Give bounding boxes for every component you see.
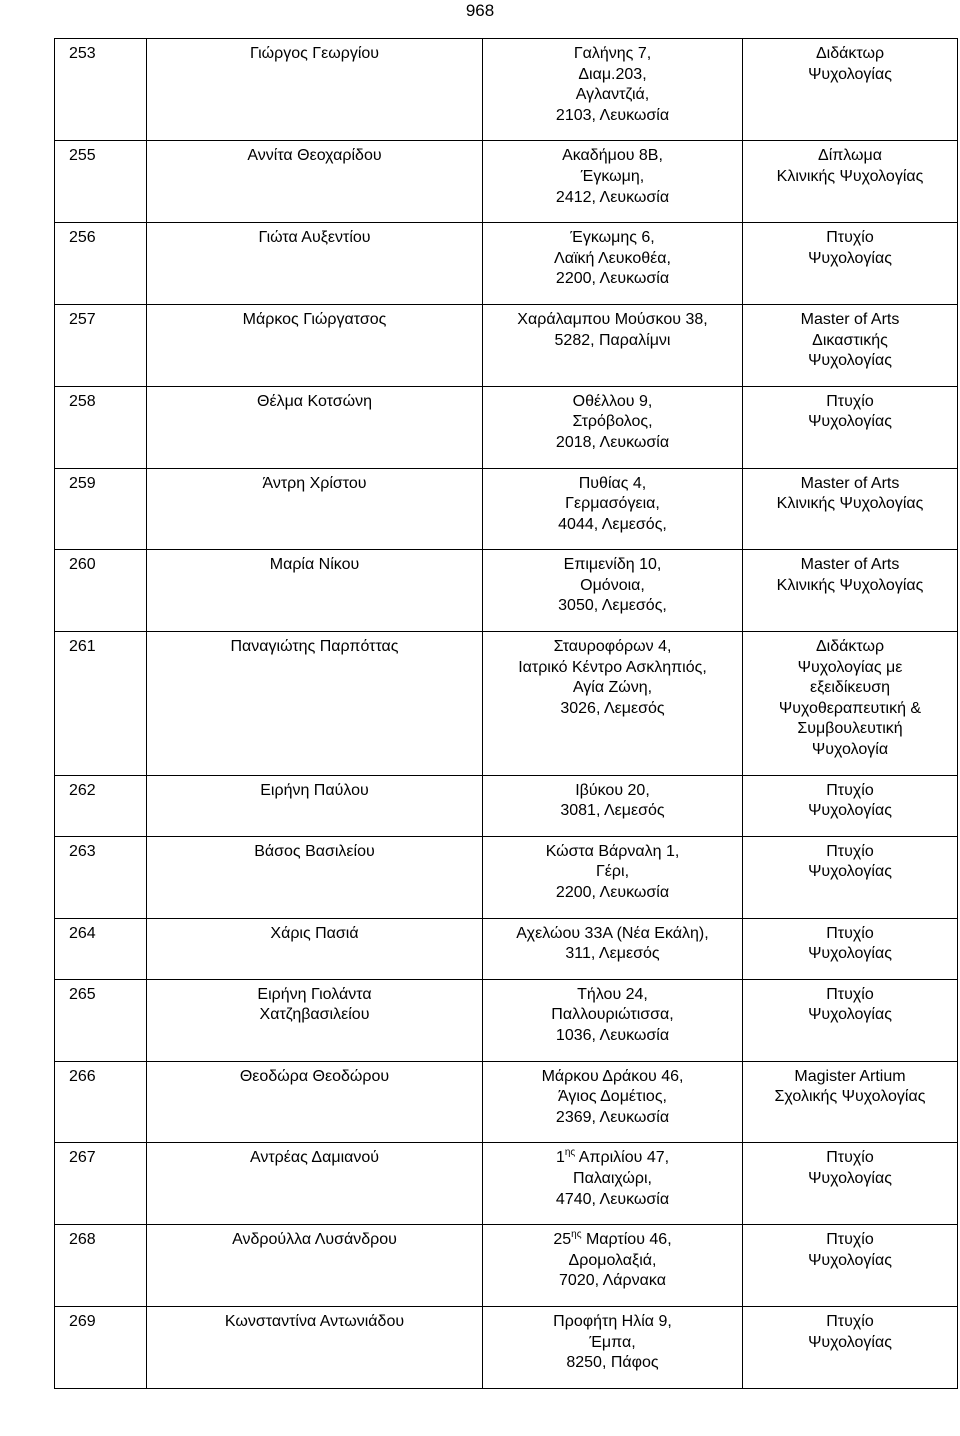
address-line: Σταυροφόρων 4, (553, 638, 672, 656)
name-cell (147, 39, 483, 141)
address-line: 3026, Λεμεσός (560, 699, 665, 717)
address-cell (483, 468, 743, 550)
qualification-line: Δικαστικής (812, 331, 888, 349)
table-row (55, 632, 958, 776)
address-line: Στρόβολος, (572, 413, 653, 431)
address-line: 3081, Λεμεσός (560, 802, 665, 820)
address-cell (483, 1306, 743, 1388)
qualification-line: Master of Arts (800, 556, 900, 574)
name-cell (147, 836, 483, 918)
address-cell (483, 386, 743, 468)
address-line: 2200, Λευκωσία (555, 270, 670, 288)
address-line: Γαλήνης 7, (573, 45, 652, 62)
registry-number: 257 (55, 304, 147, 386)
address-line: Διαμ.203, (578, 65, 647, 83)
name-line: Γιώτα Αυξεντίου (258, 229, 371, 247)
name-cell (147, 141, 483, 223)
address-line: 4740, Λευκωσία (555, 1190, 670, 1208)
address-line: 311, Λεμεσός (565, 945, 660, 963)
name-cell (147, 775, 483, 836)
address-line: Ακαδήμου 8Β, (562, 147, 663, 165)
qualification-cell (743, 918, 958, 979)
table-row (55, 304, 958, 386)
qualification-line: Ψυχολογίας (808, 249, 892, 267)
registry-number: 255 (55, 141, 147, 223)
address-cell (483, 223, 743, 305)
page-number: 968 (465, 1, 495, 20)
registry-table-body (55, 39, 958, 1389)
qualification-line: Συμβουλευτική (797, 720, 903, 738)
qualification-cell (743, 1061, 958, 1143)
qualification-line: Ψυχολογίας (808, 945, 892, 963)
address-line: Ιβύκου 20, (575, 781, 650, 799)
address-line: Αχελώου 33Α (Νέα Εκάλη), (516, 924, 709, 942)
address-cell (483, 979, 743, 1061)
address-line: 3050, Λεμεσός, (558, 597, 667, 615)
qualification-line: Πτυχίο (826, 985, 874, 1003)
address-line: Κώστα Βάρναλη 1, (545, 842, 680, 860)
qualification-line: Πτυχίο (826, 1231, 874, 1249)
address-line: Τήλου 24, (577, 985, 648, 1003)
qualification-line: Ψυχολογίας (808, 413, 892, 431)
name-cell (147, 304, 483, 386)
qualification-line: Πτυχίο (826, 1149, 874, 1167)
name-line: Κωνσταντίνα Αντωνιάδου (224, 1312, 405, 1330)
qualification-cell (743, 1225, 958, 1307)
address-line: 4044, Λεμεσός, (558, 515, 667, 533)
name-line: Θέλμα Κοτσώνη (257, 392, 372, 410)
address-line: Παλλουριώτισσα, (551, 1006, 674, 1024)
qualification-cell (743, 632, 958, 776)
address-cell (483, 836, 743, 918)
address-line: Έγκωμης 6, (570, 229, 655, 247)
ordinal-rest: Απριλίου 47, (575, 1149, 670, 1167)
registry-number: 258 (55, 386, 147, 468)
name-cell (147, 1225, 483, 1307)
registry-number: 261 (55, 632, 147, 776)
address-line: Γερμασόγεια, (565, 495, 660, 513)
name-cell (147, 223, 483, 305)
ordinal-number: 25 (553, 1231, 572, 1249)
qualification-line: Κλινικής Ψυχολογίας (776, 495, 924, 513)
name-line: Παναγιώτης Παρπόττας (230, 638, 399, 656)
table-row (55, 39, 958, 141)
registry-number: 267 (55, 1143, 147, 1225)
name-line: Άντρη Χρίστου (262, 474, 367, 492)
qualification-cell (743, 386, 958, 468)
address-line: Έγκωμη, (580, 167, 645, 185)
qualification-cell (743, 1143, 958, 1225)
name-line: Αννίτα Θεοχαρίδου (247, 147, 382, 165)
address-line: Αγία Ζώνη, (572, 679, 653, 697)
address-cell (483, 141, 743, 223)
qualification-line: Master of Arts (800, 474, 900, 492)
qualification-cell (743, 836, 958, 918)
qualification-line: Ψυχοθεραπευτική & (778, 699, 922, 717)
address-line: 2103, Λευκωσία (555, 106, 670, 124)
name-line: Χάρις Πασιά (270, 924, 359, 942)
name-cell (147, 979, 483, 1061)
address-line: 8250, Πάφος (566, 1354, 659, 1372)
table-row (55, 918, 958, 979)
address-cell (483, 1061, 743, 1143)
registry-number: 264 (55, 918, 147, 979)
ordinal-suffix: ης (564, 1147, 576, 1159)
address-cell (483, 632, 743, 776)
registry-number: 269 (55, 1306, 147, 1388)
name-line: Ειρήνη Γιολάντα (257, 985, 372, 1003)
address-line: Παλαιχώρι, (573, 1169, 652, 1187)
address-line: 7020, Λάρνακα (559, 1272, 666, 1290)
qualification-line: Πτυχίο (826, 229, 874, 247)
table-row (55, 1061, 958, 1143)
table-row (55, 141, 958, 223)
table-row (55, 836, 958, 918)
qualification-line: Πτυχίο (826, 924, 874, 942)
registry-number: 256 (55, 223, 147, 305)
qualification-line: Ψυχολογία (811, 741, 889, 759)
qualification-cell (743, 304, 958, 386)
ordinal-rest: Μαρτίου 46, (581, 1231, 672, 1249)
qualification-line: Ψυχολογίας με (797, 658, 903, 676)
address-line: Προφήτη Ηλία 9, (553, 1312, 672, 1330)
address-line: Επιμενίδη 10, (563, 556, 662, 574)
name-cell (147, 468, 483, 550)
qualification-line: Δίπλωμα (818, 147, 882, 165)
address-cell (483, 1225, 743, 1307)
table-row (55, 550, 958, 632)
qualification-line: Πτυχίο (826, 392, 874, 410)
qualification-line: Ψυχολογίας (808, 1333, 892, 1351)
name-cell (147, 918, 483, 979)
table-row (55, 468, 958, 550)
table-row (55, 1306, 958, 1388)
qualification-line: Ψυχολογίας (808, 352, 892, 370)
address-cell (483, 39, 743, 141)
address-line (487, 1148, 738, 1169)
qualification-line: Διδάκτωρ (815, 45, 885, 62)
qualification-cell (743, 39, 958, 141)
address-line: 2200, Λευκωσία (555, 884, 670, 901)
registry-number: 253 (55, 39, 147, 141)
qualification-cell (743, 775, 958, 836)
address-line: Λαϊκή Λευκοθέα, (554, 249, 671, 267)
name-cell (147, 1306, 483, 1388)
registry-number: 265 (55, 979, 147, 1061)
qualification-line: Πτυχίο (826, 1312, 874, 1330)
address-cell (483, 550, 743, 632)
ordinal-suffix: ης (571, 1229, 582, 1241)
qualification-cell (743, 223, 958, 305)
name-line: Βάσος Βασιλείου (254, 842, 375, 860)
qualification-line: Πτυχίο (826, 781, 874, 799)
address-line: Δρομολαξιά, (568, 1251, 657, 1269)
name-cell (147, 386, 483, 468)
qualification-line: Ψυχολογίας (808, 1169, 892, 1187)
name-line: Μάρκος Γιώργατσος (242, 310, 387, 328)
address-line: Αγλαντζιά, (575, 86, 650, 104)
registry-number: 260 (55, 550, 147, 632)
table-row (55, 775, 958, 836)
address-line: Ομόνοια, (580, 576, 645, 594)
address-line: Έμπα, (589, 1333, 636, 1351)
name-cell (147, 1143, 483, 1225)
address-line: 2018, Λευκωσία (555, 433, 670, 451)
qualification-line: Ψυχολογίας (808, 1006, 892, 1024)
address-line: Μάρκου Δράκου 46, (541, 1067, 684, 1085)
address-line: 5282, Παραλίμνι (554, 331, 671, 349)
registry-number: 262 (55, 775, 147, 836)
address-line: Γέρι, (595, 863, 630, 881)
qualification-line: Magister Artium (794, 1067, 906, 1085)
registry-table (54, 38, 958, 1389)
registry-number: 263 (55, 836, 147, 918)
name-cell (147, 1061, 483, 1143)
name-line: Γιώργος Γεωργίου (249, 45, 380, 62)
address-line: Ιατρικό Κέντρο Ασκληπιός, (518, 658, 707, 676)
qualification-cell (743, 979, 958, 1061)
qualification-line: Ψυχολογίας (808, 1251, 892, 1269)
ordinal-number: 1 (555, 1149, 565, 1167)
qualification-line: Σχολικής Ψυχολογίας (774, 1088, 926, 1106)
table-row (55, 979, 958, 1061)
name-line: Ειρήνη Παύλου (260, 781, 369, 799)
registry-number: 259 (55, 468, 147, 550)
qualification-line: Διδάκτωρ (815, 638, 885, 656)
qualification-line: Πτυχίο (826, 842, 874, 860)
registry-number: 268 (55, 1225, 147, 1307)
qualification-line: Ψυχολογίας (808, 863, 892, 881)
address-line: 2369, Λευκωσία (555, 1108, 670, 1126)
name-line: Ανδρούλλα Λυσάνδρου (232, 1231, 397, 1249)
name-cell (147, 632, 483, 776)
address-line: Πυθίας 4, (578, 474, 647, 492)
registry-number: 266 (55, 1061, 147, 1143)
address-cell (483, 1143, 743, 1225)
address-cell (483, 304, 743, 386)
table-row (55, 1225, 958, 1307)
qualification-cell (743, 550, 958, 632)
qualification-cell (743, 468, 958, 550)
qualification-line: Master of Arts (800, 310, 900, 328)
address-line (487, 1230, 738, 1251)
qualification-line: Ψυχολογίας (808, 65, 892, 83)
name-line: Θεοδώρα Θεοδώρου (239, 1067, 390, 1085)
address-line: Οθέλλου 9, (572, 392, 653, 410)
address-line: Άγιος Δομέτιος, (558, 1088, 667, 1106)
qualification-line: Κλινικής Ψυχολογίας (776, 576, 924, 594)
qualification-cell (743, 1306, 958, 1388)
name-cell (147, 550, 483, 632)
qualification-line: Κλινικής Ψυχολογίας (776, 167, 924, 185)
qualification-line: Ψυχολογίας (808, 802, 892, 820)
name-line: Αντρέας Δαμιανού (249, 1149, 380, 1167)
table-row (55, 386, 958, 468)
table-row (55, 223, 958, 305)
qualification-line: εξειδίκευση (809, 679, 891, 697)
qualification-cell (743, 141, 958, 223)
address-cell (483, 775, 743, 836)
table-row (55, 1143, 958, 1225)
address-line: Χαράλαμπου Μούσκου 38, (517, 310, 708, 328)
address-line: 2412, Λευκωσία (555, 188, 670, 206)
name-line: Χατζηβασιλείου (259, 1006, 370, 1024)
address-line: 1036, Λευκωσία (555, 1026, 670, 1044)
name-line: Μαρία Νίκου (269, 556, 360, 574)
address-cell (483, 918, 743, 979)
